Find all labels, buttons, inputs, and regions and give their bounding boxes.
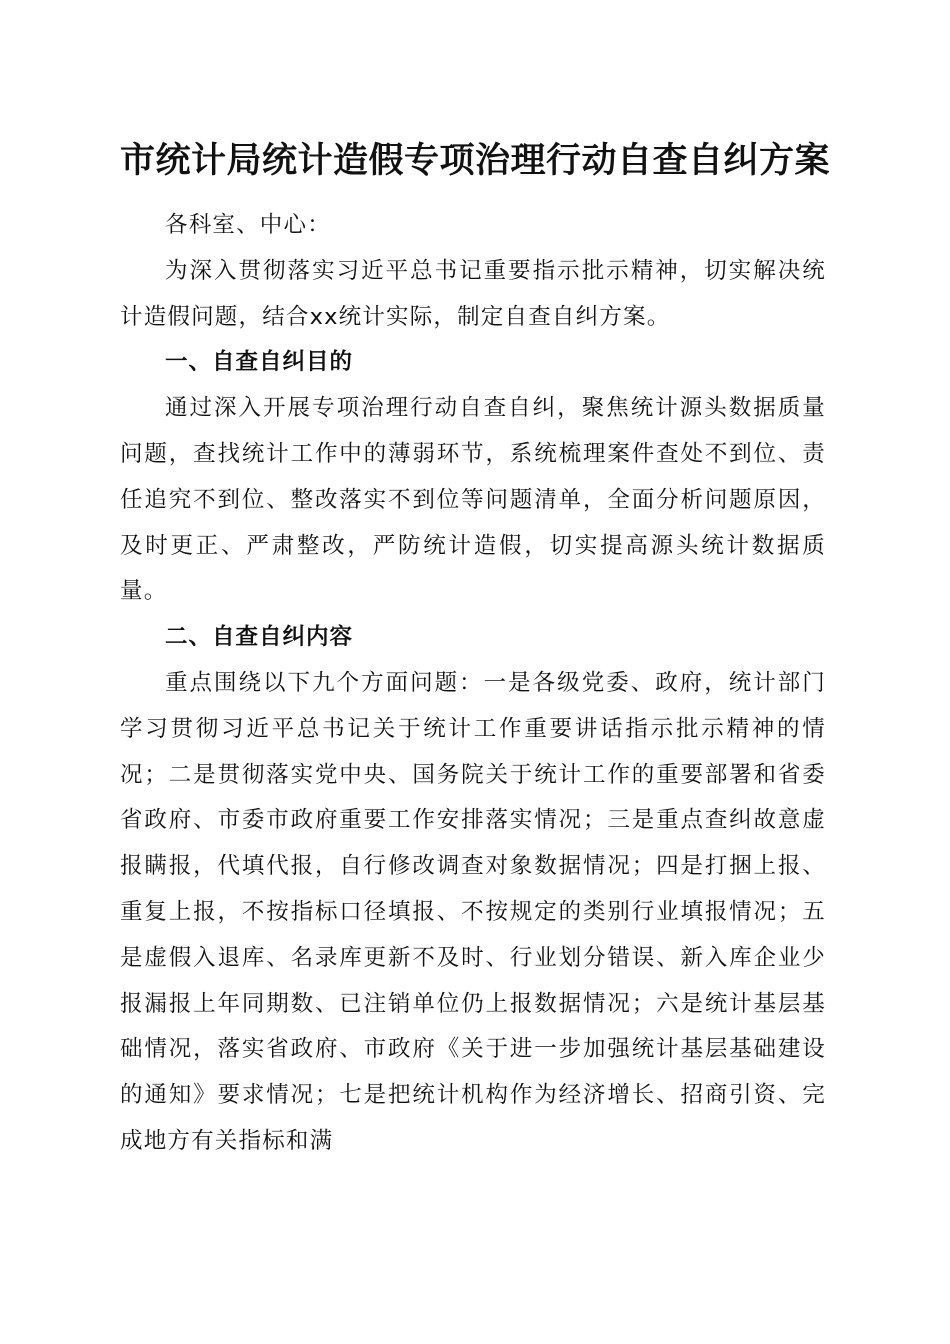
document-title: 市统计局统计造假专项治理行动自查自纠方案 xyxy=(119,140,830,181)
content-paragraph: 重点围绕以下九个方面问题：一是各级党委、政府，统计部门学习贯彻习近平总书记关于统计工作重要讲话指示批示精神的情况；二是贯彻落实党中央、国务院关于统计工作的重要部署和省委省政府、市委市政府重要工作安排落实情况；三是重点查纠故意虚报瞒报，代填代报，自行修改调查对象数据情况；四是打捆上报、重复上报，不按指标口径填报、不按规定的类别行业填报情况；五是虚假入退库、名录库更新不及时、行业划分错误、新入库企业少报漏报上年同期数、已注销单位仍上报数据情况；六是统计基层基础情况，落实省政府、市政府《关于进一步加强统计基层基础建设的通知》要求情况；七是把统计机构作为经济增长、招商引资、完成地方有关指标和满 xyxy=(120,669,826,1154)
purpose-paragraph: 通过深入开展专项治理行动自查自纠，聚焦统计源头数据质量问题，查找统计工作中的薄弱环节，系统梳理案件查处不到位、责任追究不到位、整改落实不到位等问题清单，全面分析问题原因，及时更正、严肃整改，严防统计造假，切实提高源头统计数据质量。 xyxy=(120,395,826,605)
salutation: 各科室、中心： xyxy=(165,212,331,238)
section-heading-content: 二、自查自纠内容 xyxy=(165,624,354,651)
document-body xyxy=(120,203,826,1165)
section-heading-purpose: 一、自查自纠目的 xyxy=(165,349,354,376)
intro-paragraph: 为深入贯彻落实习近平总书记重要指示批示精神，切实解决统计造假问题，结合xx统计实际，制定自查自纠方案。 xyxy=(120,257,826,330)
